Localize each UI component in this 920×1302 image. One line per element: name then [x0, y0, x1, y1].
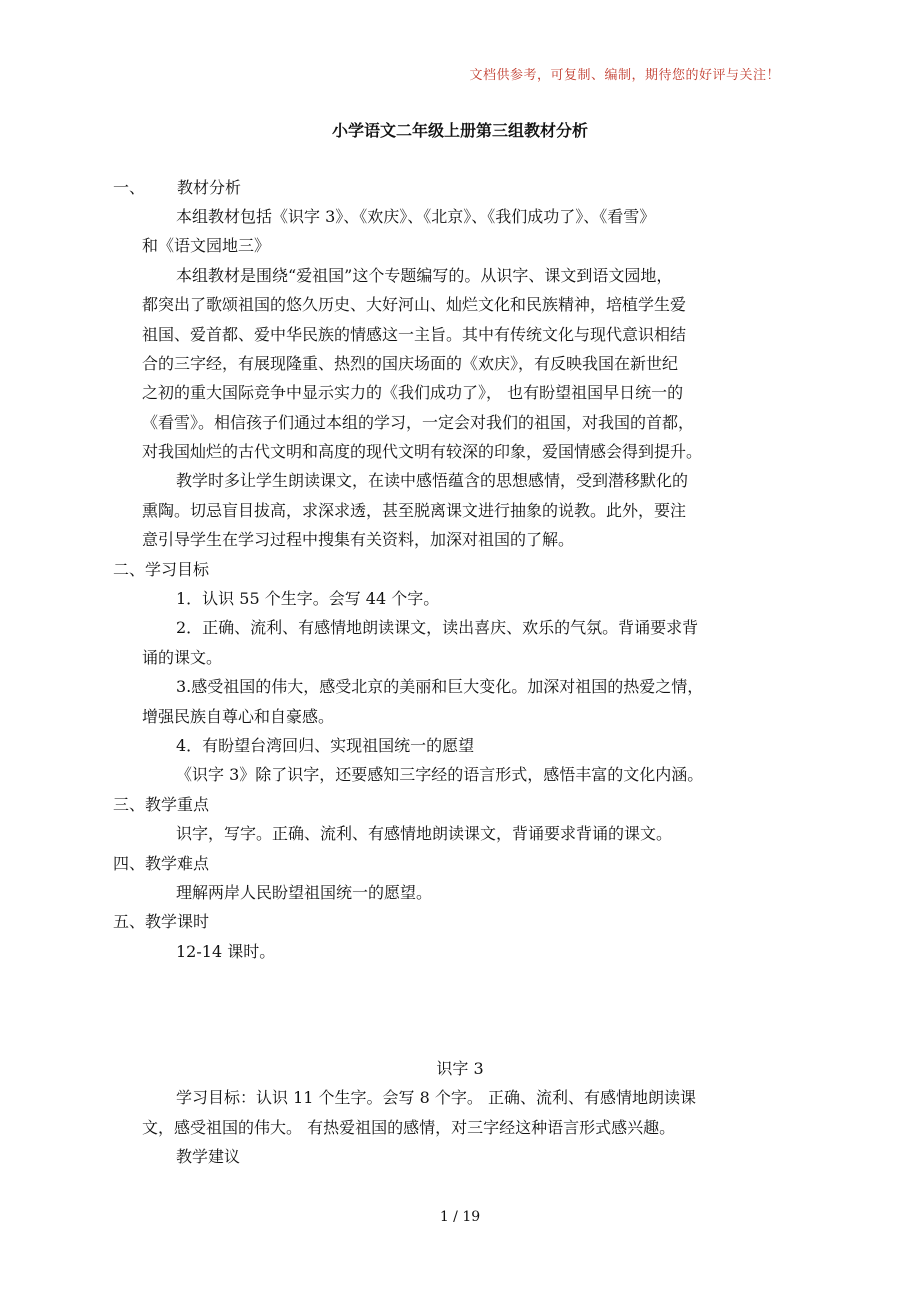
list-item: 3.感受祖国的伟大，感受北京的美丽和巨大变化。加深对祖国的热爱之情，	[176, 677, 704, 696]
paragraph-line: 和《语文园地三》	[142, 236, 271, 255]
section-1-number: 一、	[113, 178, 146, 197]
section-1-label: 教材分析	[177, 178, 242, 197]
lesson-title: 识字 3	[436, 1059, 484, 1078]
section-4-heading: 四、教学难点	[113, 854, 210, 873]
page-number: 1 / 19	[439, 1209, 481, 1225]
paragraph-line: 教学时多让学生朗读课文，在读中感悟蕴含的思想感情，受到潜移默化的	[176, 471, 689, 490]
section-3-text: 识字，写字。正确、流利、有感情地朗读课文，背诵要求背诵的课文。	[176, 824, 673, 843]
paragraph-line: 祖国、爱首都、爱中华民族的情感这一主旨。其中有传统文化与现代意识相结	[142, 325, 687, 344]
paragraph-line: 本组教材包括《识字 3》、《欢庆》、《北京》、《我们成功了》、《看雪》	[176, 207, 656, 226]
paragraph-line: 对我国灿烂的古代文明和高度的现代文明有较深的印象，爱国情感会得到提升。	[142, 442, 703, 461]
list-item-continued: 增强民族自尊心和自豪感。	[142, 707, 335, 726]
paragraph-line: 熏陶。切忌盲目拔高，求深求透，甚至脱离课文进行抽象的说教。此外，要注	[142, 501, 687, 520]
list-item: 4．有盼望台湾回归、实现祖国统一的愿望	[176, 736, 475, 755]
section-5-text: 12-14 课时。	[176, 942, 276, 961]
paragraph-line: 本组教材是围绕“爱祖国”这个专题编写的。从识字、课文到语文园地，	[176, 266, 673, 285]
paragraph-line: 《识字 3》除了识字，还要感知三字经的语言形式，感悟丰富的文化内涵。	[176, 765, 704, 784]
paragraph-line: 意引导学生在学习过程中搜集有关资料，加深对祖国的了解。	[142, 530, 575, 549]
header-note: 文档供参考，可复制、编制，期待您的好评与关注！	[469, 68, 780, 83]
paragraph-line: 文，感受祖国的伟大。 有热爱祖国的感情，对三字经这种语言形式感兴趣。	[142, 1118, 676, 1137]
paragraph-line: 之初的重大国际竞争中显示实力的《我们成功了》， 也有盼望祖国早日统一的	[142, 383, 684, 402]
list-item: 2．正确、流利、有感情地朗读课文，读出喜庆、欢乐的气氛。背诵要求背	[176, 618, 699, 637]
section-2-heading: 二、学习目标	[113, 560, 210, 579]
document-title: 小学语文二年级上册第三组教材分析	[331, 121, 588, 140]
section-5-heading: 五、教学课时	[113, 912, 210, 931]
paragraph-line: 都突出了歌颂祖国的悠久历史、大好河山、灿烂文化和民族精神，培植学生爱	[142, 295, 687, 314]
section-1-heading	[113, 173, 753, 202]
paragraph-line: 学习目标：认识 11 个生字。会写 8 个字。 正确、流利、有感情地朗读课	[176, 1088, 696, 1107]
paragraph-line: 教学建议	[176, 1147, 241, 1166]
paragraph-line: 《看雪》。相信孩子们通过本组的学习，一定会对我们的祖国，对我国的首都，	[142, 413, 695, 432]
paragraph-line: 合的三字经，有展现隆重、热烈的国庆场面的《欢庆》，有反映我国在新世纪	[142, 354, 679, 373]
section-4-text: 理解两岸人民盼望祖国统一的愿望。	[176, 883, 433, 902]
section-3-heading: 三、教学重点	[113, 795, 210, 814]
list-item: 1．认识 55 个生字。会写 44 个字。	[176, 589, 440, 608]
list-item-continued: 诵的课文。	[142, 648, 223, 667]
